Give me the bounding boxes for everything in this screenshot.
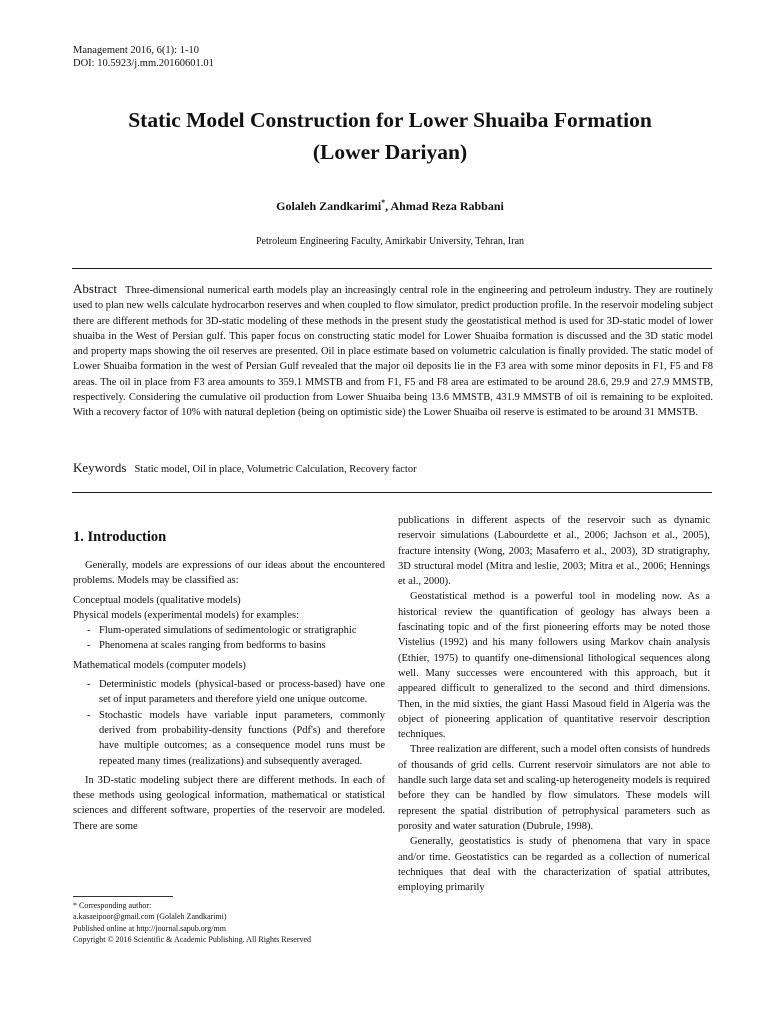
footnotes bbox=[73, 900, 393, 945]
abstract-label: Abstract bbox=[73, 281, 118, 296]
conceptual-models: Conceptual models (qualitative models) bbox=[73, 594, 241, 606]
corresponding-mark: * bbox=[381, 198, 386, 207]
paper-title bbox=[60, 104, 720, 168]
intro-paragraph-2: In 3D-static modeling subject there are different methods. In each of these methods using geological information, mathematical or statistical sciences and different software, properties of the reservoir are modeled. There are some bbox=[73, 774, 385, 832]
mathematical-models-list bbox=[73, 677, 385, 769]
left-column bbox=[73, 510, 385, 834]
list-item: - Deterministic models (physical-based or process-based) have one set of input parameters and therefore yield one unique outcome. bbox=[73, 677, 385, 708]
title-line-2: (Lower Dariyan) bbox=[312, 140, 468, 164]
keywords bbox=[73, 460, 713, 478]
journal-header bbox=[73, 44, 214, 70]
list-item: - Flum-operated simulations of sedimentologic or stratigraphic bbox=[73, 623, 385, 638]
footnote-corresponding: * Corresponding author: bbox=[73, 901, 152, 910]
divider-bottom bbox=[72, 492, 712, 493]
abstract-text: Three-dimensional numerical earth models play an increasingly central role in the engineering and petroleum industry. They are routinely used to plan new wells calculate hydrocarbon reserves and when coupled to flow simulator, predict production profile. In the reservoir modeling subject there are different methods for 3D-static modeling of these methods in the present study the geostatistical method is used for 3D-static model of lower shuaiba in the West of Persian gulf. This paper focus on constructing static model for Lower Shuaiba formation is discussed and the 3D static model and property maps showing the oil reserves are presented. Oil in place estimate based on volumetric calculation is finally provided. The static model of Lower Shuaiba formation in the west of Persian Gulf revealed that the major oil deposits lie in the F3 area with some minor deposits in F1, F5 and F8 areas. The oil in place from F3 area amounts to 359.1 MMSTB and from F1, F5 and F8 area are estimated to be around 28.6, 29.9 and 27.9 MMSTB, respectively. Considering the cumulative oil production from Lower Shuaiba being 13.6 MMSTB, 431.9 MMSTB of oil is remaining to be exploited. With a recovery factor of 10% with natural depletion (being on optimistic side) the Lower Shuaiba oil reserve is estimated to be around 31 MMSTB. bbox=[73, 285, 713, 419]
journal-citation: Management 2016, 6(1): 1-10 bbox=[73, 45, 199, 56]
right-column bbox=[398, 513, 710, 895]
divider-top bbox=[72, 268, 712, 269]
abstract bbox=[73, 281, 713, 421]
list-item: - Stochastic models have variable input parameters, commonly derived from probability-density functions (Pdf's) and therefore have multiple outcomes; as a consequence model runs must be repeated many times (realizations) and subsequently averaged. bbox=[73, 708, 385, 769]
right-paragraph-2: Geostatistical method is a powerful tool in modeling now. As a historical review the quantification of geology has always been a fascinating topic and of the first pioneering efforts may be noted those Vistelius (1992) and his many followers using Markov chain analysis (Ethier, 1975) to quantify one-dimensional lithological sequences along well. Many successes were encountered with this approach, but it appeared difficult to generalized to the second and third dimensions. Then, in the mid sixties, the giant Hassi Masoud field in Algeria was the object of pioneering application of quantitative reservoir description techniques. bbox=[398, 591, 710, 741]
keywords-label: Keywords bbox=[73, 460, 127, 475]
author-first: Golaleh Zandkarimi bbox=[276, 199, 382, 213]
author-list bbox=[60, 198, 720, 214]
journal-doi: DOI: 10.5923/j.mm.20160601.01 bbox=[73, 58, 214, 69]
footnote-email: a.kasaeipoor@gmail.com (Golaleh Zandkarimi) bbox=[73, 912, 227, 922]
physical-models-list bbox=[73, 623, 385, 654]
keywords-text: Static model, Oil in place, Volumetric Calculation, Recovery factor bbox=[134, 464, 417, 475]
footnote-published: Published online at http://journal.sapub.org/mm bbox=[73, 923, 226, 933]
section-heading: 1. Introduction bbox=[73, 529, 167, 545]
mathematical-models: Mathematical models (computer models) bbox=[73, 659, 246, 671]
footnote-divider bbox=[73, 896, 173, 897]
right-paragraph-4: Generally, geostatistics is study of phenomena that vary in space and/or time. Geostatistics can be regarded as a collection of numerical techniques that deal with the characterization of spatial attributes, employing primarily bbox=[398, 836, 710, 894]
physical-models: Physical models (experimental models) for examples: bbox=[73, 609, 299, 621]
footnote-copyright: Copyright © 2016 Scientific & Academic Publishing. All Rights Reserved bbox=[73, 934, 312, 944]
title-line-1: Static Model Construction for Lower Shuaiba Formation bbox=[128, 108, 652, 132]
affiliation: Petroleum Engineering Faculty, Amirkabir University, Tehran, Iran bbox=[255, 236, 525, 247]
right-paragraph-3: Three realization are different, such a model often consists of hundreds of thousands of grid cells. Current reservoir simulators are not able to handle such large data set and scaling-up heterogeneity models is required before they can be handled by flow simulators. These models will represent the spatial distribution of petrophysical parameters such as porosity and water saturation (Dubrule, 1998). bbox=[398, 744, 710, 832]
right-paragraph-1: publications in different aspects of the reservoir such as dynamic reservoir simulations (Labourdette et al., 2006; Jachson et al., 2005), fracture intensity (Wong, 2003; Masaferro et al., 2003), 3D stratigraphy, 3D structural model (Mitra and leslie, 2003; Mitra et al., 2006; Hennings et al., 2000). bbox=[398, 515, 710, 588]
author-second: , Ahmad Reza Rabbani bbox=[385, 199, 504, 213]
intro-paragraph-1: Generally, models are expressions of our ideas about the encountered problems. Models may be classified as: bbox=[73, 560, 385, 587]
list-item: - Phenomena at scales ranging from bedforms to basins bbox=[73, 638, 385, 653]
